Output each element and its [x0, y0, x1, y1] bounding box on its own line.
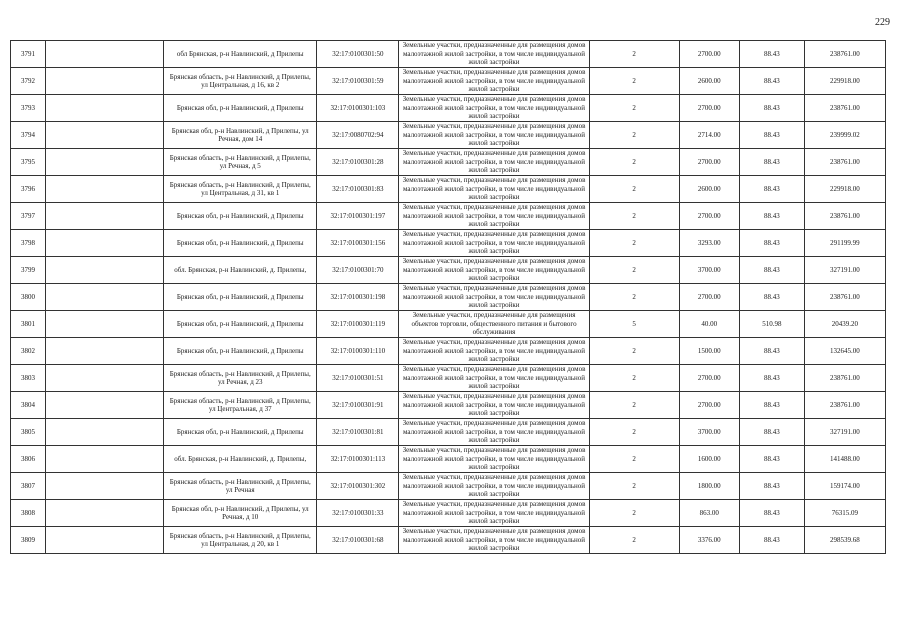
land-use-cell: Земельные участки, предназначенные для размещения домов малоэтажной жилой застройки, в том числе индивидуальной жилой застройки: [399, 365, 589, 392]
cadastral-number-cell: 32:17:0100301:33: [317, 500, 399, 527]
address-cell: Брянская обл, р-н Навлинский, д Прилепы, ул Речная, д 10: [164, 500, 317, 527]
specific-value-cell: 88.43: [739, 95, 804, 122]
land-use-cell: Земельные участки, предназначенные для размещения домов малоэтажной жилой застройки, в том числе индивидуальной жилой застройки: [399, 95, 589, 122]
use-code-cell: 2: [589, 392, 679, 419]
cadastral-value-cell: 238761.00: [804, 203, 885, 230]
address-cell: Брянская область, р-н Навлинский, д Прилепы, ул Центральная, д 16, кв 2: [164, 68, 317, 95]
cadastral-value-cell: 238761.00: [804, 41, 885, 68]
cadastral-number-cell: 32:17:0100301:51: [317, 365, 399, 392]
cadastral-number-cell: 32:17:0100301:91: [317, 392, 399, 419]
empty-gap-cell: [46, 392, 164, 419]
table-row: [11, 176, 886, 203]
table-row: [11, 446, 886, 473]
use-code-cell: 2: [589, 41, 679, 68]
table-row: [11, 122, 886, 149]
address-cell: Брянская область, р-н Навлинский, д Прилепы, ул Центральная, д 37: [164, 392, 317, 419]
empty-gap-cell: [46, 311, 164, 338]
cadastral-number-cell: 32:17:0100301:113: [317, 446, 399, 473]
table-row: [11, 230, 886, 257]
land-use-cell: Земельные участки, предназначенные для размещения домов малоэтажной жилой застройки, в том числе индивидуальной жилой застройки: [399, 473, 589, 500]
land-use-cell: Земельные участки, предназначенные для размещения домов малоэтажной жилой застройки, в том числе индивидуальной жилой застройки: [399, 149, 589, 176]
land-use-cell: Земельные участки, предназначенные для размещения домов малоэтажной жилой застройки, в том числе индивидуальной жилой застройки: [399, 500, 589, 527]
address-cell: Брянская область, р-н Навлинский, д Прилепы, ул Речная, д 5: [164, 149, 317, 176]
specific-value-cell: 510.98: [739, 311, 804, 338]
cadastral-number-cell: 32:17:0100301:197: [317, 203, 399, 230]
cadastral-value-cell: 238761.00: [804, 149, 885, 176]
address-cell: Брянская обл, р-н Навлинский, д Прилепы: [164, 311, 317, 338]
land-use-cell: Земельные участки, предназначенные для размещения домов малоэтажной жилой застройки, в том числе индивидуальной жилой застройки: [399, 338, 589, 365]
use-code-cell: 2: [589, 446, 679, 473]
area-cell: 2700.00: [679, 284, 739, 311]
area-cell: 1500.00: [679, 338, 739, 365]
empty-gap-cell: [46, 257, 164, 284]
cadastral-number-cell: 32:17:0100301:156: [317, 230, 399, 257]
specific-value-cell: 88.43: [739, 149, 804, 176]
row-number-cell: 3798: [11, 230, 46, 257]
area-cell: 3293.00: [679, 230, 739, 257]
row-number-cell: 3797: [11, 203, 46, 230]
cadastral-number-cell: 32:17:0100301:59: [317, 68, 399, 95]
cadastral-number-cell: 32:17:0100301:119: [317, 311, 399, 338]
specific-value-cell: 88.43: [739, 419, 804, 446]
address-cell: Брянская область, р-н Навлинский, д Прилепы, ул Центральная, д 31, кв 1: [164, 176, 317, 203]
use-code-cell: 2: [589, 365, 679, 392]
cadastral-value-cell: 141488.00: [804, 446, 885, 473]
empty-gap-cell: [46, 122, 164, 149]
address-cell: Брянская обл, р-н Навлинский, д Прилепы, ул Речная, дом 14: [164, 122, 317, 149]
specific-value-cell: 88.43: [739, 392, 804, 419]
land-use-cell: Земельные участки, предназначенные для размещения домов малоэтажной жилой застройки, в том числе индивидуальной жилой застройки: [399, 68, 589, 95]
registry-table-body: [11, 41, 886, 554]
row-number-cell: 3796: [11, 176, 46, 203]
empty-gap-cell: [46, 203, 164, 230]
row-number-cell: 3805: [11, 419, 46, 446]
land-use-cell: Земельные участки, предназначенные для размещения домов малоэтажной жилой застройки, в том числе индивидуальной жилой застройки: [399, 446, 589, 473]
address-cell: Брянская область, р-н Навлинский, д Прилепы, ул Речная, д 23: [164, 365, 317, 392]
table-row: [11, 68, 886, 95]
use-code-cell: 2: [589, 527, 679, 554]
use-code-cell: 5: [589, 311, 679, 338]
cadastral-value-cell: 20439.20: [804, 311, 885, 338]
empty-gap-cell: [46, 284, 164, 311]
empty-gap-cell: [46, 446, 164, 473]
empty-gap-cell: [46, 527, 164, 554]
cadastral-value-cell: 238761.00: [804, 95, 885, 122]
cadastral-number-cell: 32:17:0100301:81: [317, 419, 399, 446]
use-code-cell: 2: [589, 95, 679, 122]
specific-value-cell: 88.43: [739, 500, 804, 527]
address-cell: Брянская область, р-н Навлинский, д Прилепы, ул Речная: [164, 473, 317, 500]
row-number-cell: 3800: [11, 284, 46, 311]
page-number: 229: [875, 17, 890, 28]
land-use-cell: Земельные участки, предназначенные для размещения домов малоэтажной жилой застройки, в том числе индивидуальной жилой застройки: [399, 203, 589, 230]
cadastral-number-cell: 32:17:0080702:94: [317, 122, 399, 149]
address-cell: Брянская обл, р-н Навлинский, д Прилепы: [164, 338, 317, 365]
empty-gap-cell: [46, 365, 164, 392]
row-number-cell: 3795: [11, 149, 46, 176]
row-number-cell: 3809: [11, 527, 46, 554]
table-row: [11, 419, 886, 446]
use-code-cell: 2: [589, 419, 679, 446]
cadastral-value-cell: 327191.00: [804, 257, 885, 284]
address-cell: Брянская обл, р-н Навлинский, д Прилепы: [164, 203, 317, 230]
table-row: [11, 392, 886, 419]
table-row: [11, 95, 886, 122]
area-cell: 2700.00: [679, 203, 739, 230]
cadastral-value-cell: 76315.09: [804, 500, 885, 527]
table-row: [11, 203, 886, 230]
cadastral-number-cell: 32:17:0100301:68: [317, 527, 399, 554]
use-code-cell: 2: [589, 473, 679, 500]
area-cell: 2700.00: [679, 41, 739, 68]
row-number-cell: 3803: [11, 365, 46, 392]
cadastral-number-cell: 32:17:0100301:103: [317, 95, 399, 122]
cadastral-number-cell: 32:17:0100301:198: [317, 284, 399, 311]
specific-value-cell: 88.43: [739, 230, 804, 257]
table-row: [11, 473, 886, 500]
land-use-cell: Земельные участки, предназначенные для размещения домов малоэтажной жилой застройки, в том числе индивидуальной жилой застройки: [399, 122, 589, 149]
table-row: [11, 365, 886, 392]
table-row: [11, 311, 886, 338]
specific-value-cell: 88.43: [739, 338, 804, 365]
area-cell: 1600.00: [679, 446, 739, 473]
area-cell: 2700.00: [679, 149, 739, 176]
area-cell: 2714.00: [679, 122, 739, 149]
area-cell: 2700.00: [679, 95, 739, 122]
empty-gap-cell: [46, 68, 164, 95]
specific-value-cell: 88.43: [739, 365, 804, 392]
use-code-cell: 2: [589, 203, 679, 230]
cadastral-value-cell: 229918.00: [804, 68, 885, 95]
specific-value-cell: 88.43: [739, 68, 804, 95]
specific-value-cell: 88.43: [739, 41, 804, 68]
cadastral-value-cell: 298539.68: [804, 527, 885, 554]
empty-gap-cell: [46, 41, 164, 68]
table-row: [11, 500, 886, 527]
cadastral-value-cell: 238761.00: [804, 392, 885, 419]
address-cell: Брянская обл, р-н Навлинский, д Прилепы: [164, 95, 317, 122]
row-number-cell: 3801: [11, 311, 46, 338]
area-cell: 2600.00: [679, 68, 739, 95]
empty-gap-cell: [46, 338, 164, 365]
use-code-cell: 2: [589, 68, 679, 95]
table-row: [11, 284, 886, 311]
area-cell: 2600.00: [679, 176, 739, 203]
cadastral-number-cell: 32:17:0100301:110: [317, 338, 399, 365]
cadastral-value-cell: 238761.00: [804, 365, 885, 392]
empty-gap-cell: [46, 95, 164, 122]
address-cell: обл. Брянская, р-н Навлинский, д. Прилепы,: [164, 446, 317, 473]
use-code-cell: 2: [589, 176, 679, 203]
area-cell: 3376.00: [679, 527, 739, 554]
address-cell: Брянская область, р-н Навлинский, д Прилепы, ул Центральная, д 20, кв 1: [164, 527, 317, 554]
land-use-cell: Земельные участки, предназначенные для размещения домов малоэтажной жилой застройки, в том числе индивидуальной жилой застройки: [399, 392, 589, 419]
table-row: [11, 527, 886, 554]
cadastral-number-cell: 32:17:0100301:302: [317, 473, 399, 500]
specific-value-cell: 88.43: [739, 527, 804, 554]
use-code-cell: 2: [589, 257, 679, 284]
land-use-cell: Земельные участки, предназначенные для размещения домов малоэтажной жилой застройки, в том числе индивидуальной жилой застройки: [399, 284, 589, 311]
specific-value-cell: 88.43: [739, 203, 804, 230]
land-use-cell: Земельные участки, предназначенные для размещения домов малоэтажной жилой застройки, в том числе индивидуальной жилой застройки: [399, 230, 589, 257]
row-number-cell: 3806: [11, 446, 46, 473]
cadastral-number-cell: 32:17:0100301:28: [317, 149, 399, 176]
land-use-cell: Земельные участки, предназначенные для размещения домов малоэтажной жилой застройки, в том числе индивидуальной жилой застройки: [399, 41, 589, 68]
use-code-cell: 2: [589, 338, 679, 365]
row-number-cell: 3794: [11, 122, 46, 149]
specific-value-cell: 88.43: [739, 176, 804, 203]
cadastral-value-cell: 239999.02: [804, 122, 885, 149]
row-number-cell: 3791: [11, 41, 46, 68]
use-code-cell: 2: [589, 149, 679, 176]
cadastral-value-cell: 159174.00: [804, 473, 885, 500]
land-use-cell: Земельные участки, предназначенные для размещения домов малоэтажной жилой застройки, в том числе индивидуальной жилой застройки: [399, 527, 589, 554]
cadastral-value-cell: 327191.00: [804, 419, 885, 446]
specific-value-cell: 88.43: [739, 284, 804, 311]
address-cell: Брянская обл, р-н Навлинский, д Прилепы: [164, 284, 317, 311]
cadastral-value-cell: 132645.00: [804, 338, 885, 365]
row-number-cell: 3802: [11, 338, 46, 365]
cadastral-number-cell: 32:17:0100301:50: [317, 41, 399, 68]
cadastral-value-cell: 291199.99: [804, 230, 885, 257]
table-row: [11, 41, 886, 68]
empty-gap-cell: [46, 149, 164, 176]
area-cell: 863.00: [679, 500, 739, 527]
cadastral-value-cell: 238761.00: [804, 284, 885, 311]
row-number-cell: 3792: [11, 68, 46, 95]
specific-value-cell: 88.43: [739, 473, 804, 500]
row-number-cell: 3808: [11, 500, 46, 527]
empty-gap-cell: [46, 500, 164, 527]
use-code-cell: 2: [589, 122, 679, 149]
cadastral-value-cell: 229918.00: [804, 176, 885, 203]
table-row: [11, 257, 886, 284]
address-cell: Брянская обл, р-н Навлинский, д Прилепы: [164, 230, 317, 257]
land-use-cell: Земельные участки, предназначенные для размещения домов малоэтажной жилой застройки, в том числе индивидуальной жилой застройки: [399, 257, 589, 284]
area-cell: 1800.00: [679, 473, 739, 500]
empty-gap-cell: [46, 473, 164, 500]
specific-value-cell: 88.43: [739, 446, 804, 473]
use-code-cell: 2: [589, 230, 679, 257]
row-number-cell: 3793: [11, 95, 46, 122]
land-use-cell: Земельные участки, предназначенные для размещения домов малоэтажной жилой застройки, в том числе индивидуальной жилой застройки: [399, 419, 589, 446]
address-cell: Брянская обл, р-н Навлинский, д Прилепы: [164, 419, 317, 446]
row-number-cell: 3807: [11, 473, 46, 500]
empty-gap-cell: [46, 176, 164, 203]
land-use-cell: Земельные участки, предназначенные для размещения домов малоэтажной жилой застройки, в том числе индивидуальной жилой застройки: [399, 176, 589, 203]
cadastral-number-cell: 32:17:0100301:70: [317, 257, 399, 284]
table-row: [11, 149, 886, 176]
area-cell: 40.00: [679, 311, 739, 338]
area-cell: 2700.00: [679, 392, 739, 419]
area-cell: 2700.00: [679, 365, 739, 392]
row-number-cell: 3804: [11, 392, 46, 419]
use-code-cell: 2: [589, 284, 679, 311]
address-cell: обл Брянская, р-н Навлинский, д Прилепы: [164, 41, 317, 68]
area-cell: 3700.00: [679, 257, 739, 284]
empty-gap-cell: [46, 230, 164, 257]
address-cell: обл. Брянская, р-н Навлинский, д. Прилепы,: [164, 257, 317, 284]
area-cell: 3700.00: [679, 419, 739, 446]
registry-table: [10, 40, 886, 554]
row-number-cell: 3799: [11, 257, 46, 284]
cadastral-number-cell: 32:17:0100301:83: [317, 176, 399, 203]
specific-value-cell: 88.43: [739, 122, 804, 149]
table-row: [11, 338, 886, 365]
use-code-cell: 2: [589, 500, 679, 527]
empty-gap-cell: [46, 419, 164, 446]
specific-value-cell: 88.43: [739, 257, 804, 284]
land-use-cell: Земельные участки, предназначенные для размещения объектов торговли, общественного питания и бытового обслуживания: [399, 311, 589, 338]
